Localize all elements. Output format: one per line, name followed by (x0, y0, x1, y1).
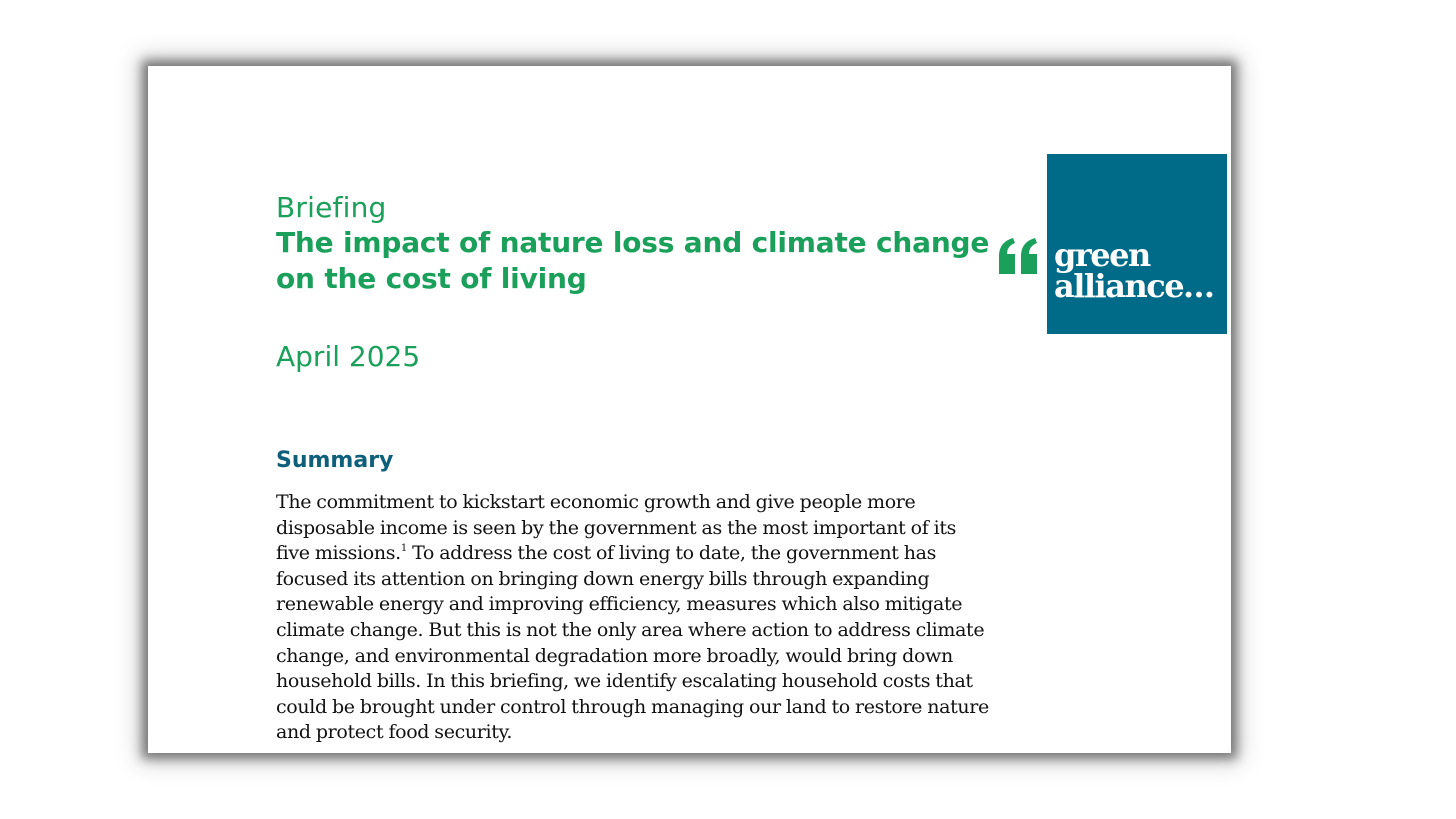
summary-line: household bills. In this briefing, we identify escalating household costs that (276, 670, 973, 693)
document-title-line-2: on the cost of living (276, 262, 587, 295)
document-title (276, 225, 1006, 297)
summary-line: disposable income is seen by the government as the most important of its (276, 516, 957, 539)
summary-line: To address the cost of living to date, the government has (406, 542, 937, 565)
quote-mark-icon (997, 236, 1041, 276)
summary-line: focused its attention on bringing down energy bills through expanding (276, 567, 930, 590)
summary-line: change, and environmental degradation more broadly, would bring down (276, 644, 953, 667)
document-kicker: Briefing (276, 191, 387, 224)
logo-line-2: alliance… (1054, 267, 1214, 305)
summary-line: five missions. (276, 542, 401, 565)
summary-line: and protect food security. (276, 721, 513, 744)
summary-heading: Summary (276, 448, 394, 473)
document-content (276, 191, 1006, 746)
document-date: April 2025 (276, 340, 421, 373)
document-title-line-1: The impact of nature loss and climate change (276, 226, 990, 259)
document-page (148, 66, 1231, 753)
summary-line: could be brought under control through managing our land to restore nature (276, 695, 989, 718)
logo-line-1: green (1054, 236, 1150, 274)
summary-line: climate change. But this is not the only area where action to address climate (276, 618, 985, 641)
summary-line: renewable energy and improving efficiency, measures which also mitigate (276, 593, 963, 616)
summary-line: The commitment to kickstart economic growth and give people more (276, 491, 916, 513)
summary-paragraph (276, 490, 1006, 746)
footnote-reference[interactable]: 1 (400, 543, 407, 555)
green-alliance-logo (1047, 154, 1227, 334)
logo-wordmark (1054, 236, 1214, 305)
